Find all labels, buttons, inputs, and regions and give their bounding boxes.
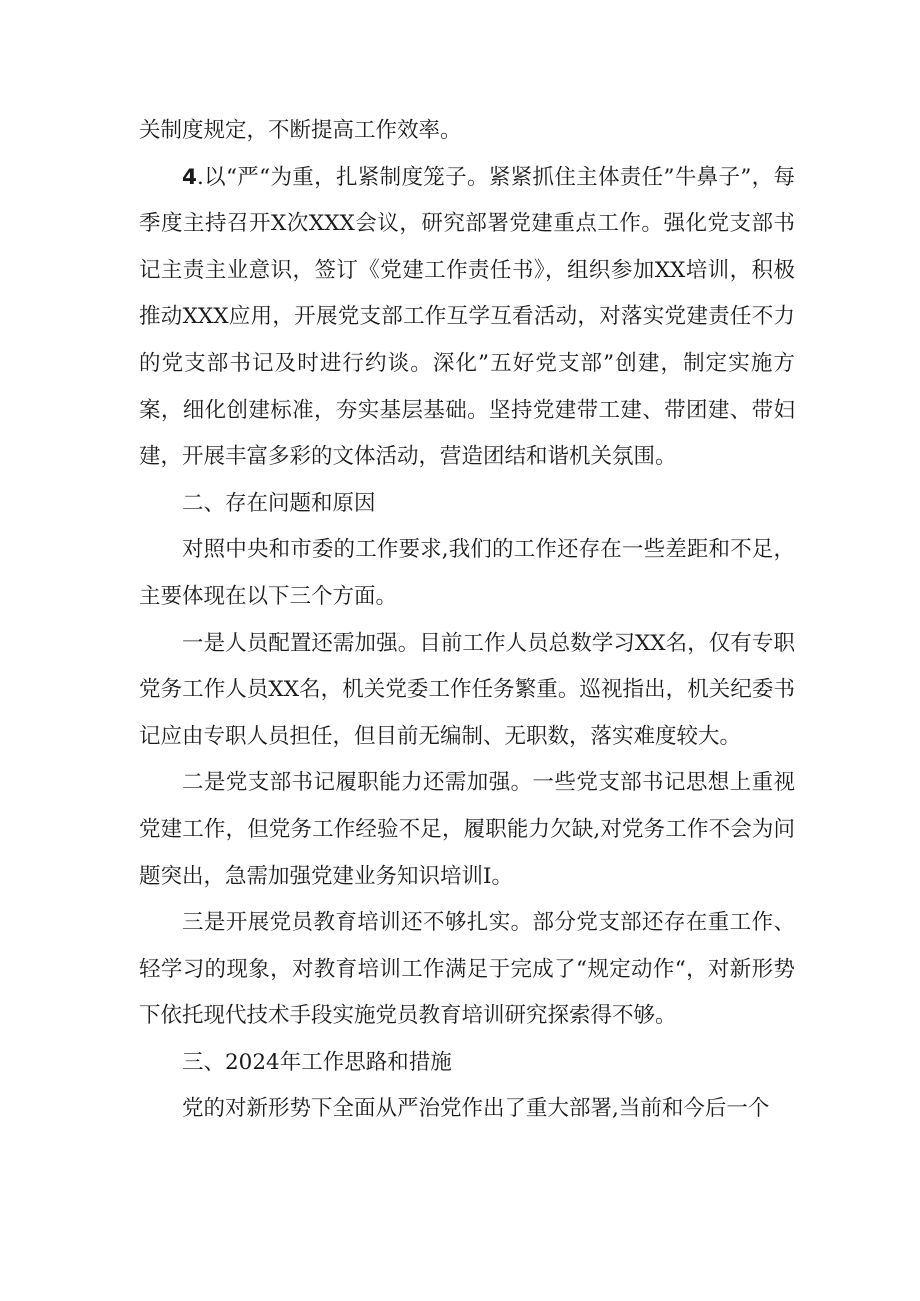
paragraph-problem-3: 三是开展党员教育培训还不够扎实。部分党支部还存在重工作、轻学习的现象，对教育培训工作满足于完成了“规定动作“，对新形势下依托现代技术手段实施党员教育培训研究探索得不够。 (139, 910, 795, 1029)
paragraph-problem-1: 一是人员配置还需加强。目前工作人员总数学习XX名，仅有专职党务工作人员XX名，机关党委工作任务繁重。巡视指出，机关纪委书记应由专职人员担任，但目前无编制、无职数，落实难度较大。 (139, 630, 795, 749)
paragraph-item-4 (139, 155, 795, 481)
item-number: 4 (182, 164, 197, 190)
paragraph-item-4-text: .以“严“为重，扎紧制度笼子。紧紧抓住主体责任”牛鼻子”，每季度主持召开X次XXX会议，研究部署党建重点工作。强化党支部书记主责主业意识，签订《党建工作责任书》，组织参加XX培训，积极推动XXX应用，开展党支部工作互学互看活动，对落实党建责任不力的党支部书记及时进行约谈。深化”五好党支部”创建，制定实施方案，细化创建标准，夯实基层基础。坚持党建带工建、带团建、带妇建，开展丰富多彩的文体活动，营造团结和谐机关氛围。 (139, 164, 795, 470)
paragraph-plans-intro: 党的对新形势下全面从严治党作出了重大部署,当前和今后一个 (182, 1096, 770, 1122)
section-heading-plans: 三、2024年工作思路和措施 (182, 1049, 452, 1075)
paragraph-continuation: 关制度规定，不断提高工作效率。 (139, 118, 462, 143)
paragraph-problem-2: 二是党支部书记履职能力还需加强。一些党支部书记思想上重视党建工作，但党务工作经验不足，履职能力欠缺,对党务工作不会为问题突出，急需加强党建业务知识培训I。 (139, 770, 795, 889)
section-heading-problems: 二、存在问题和原因 (182, 490, 376, 516)
paragraph-problems-intro: 对照中央和市委的工作要求,我们的工作还存在一些差距和不足，主要体现在以下三个方面。 (139, 537, 795, 609)
document-body (139, 108, 795, 1133)
